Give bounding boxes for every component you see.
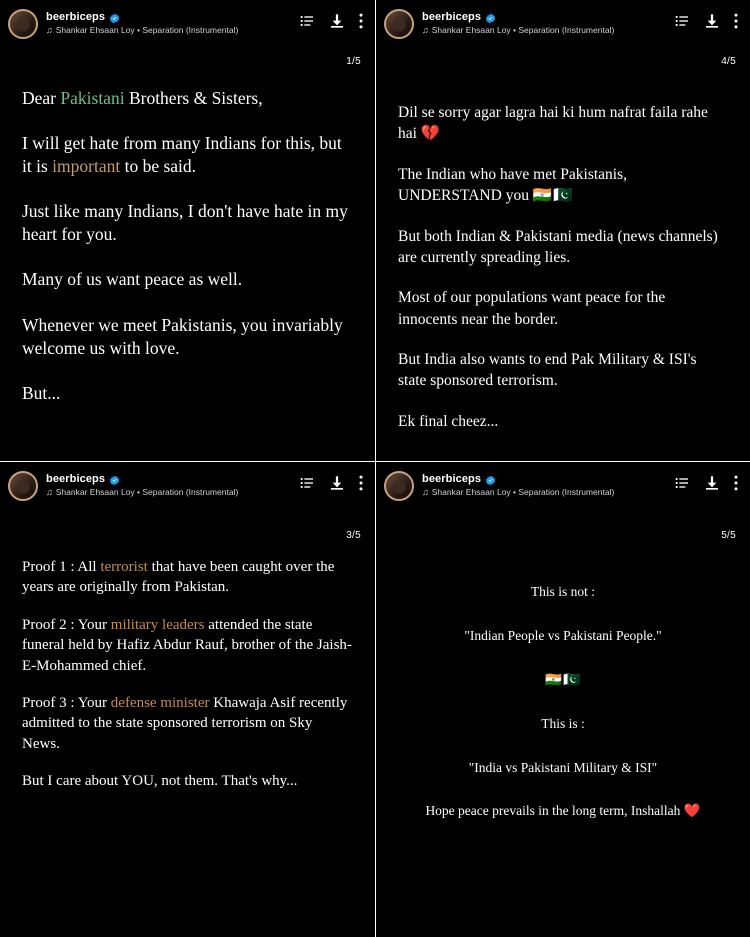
text-segment: I will get hate from many Indians for this, but it is <box>22 133 342 177</box>
playlist-icon[interactable] <box>299 475 315 496</box>
text-segment: attended the state funeral held by Hafiz Abdur Rauf, brother of the Jaish-E-Mohammed chief. <box>22 616 352 674</box>
story-panel-4 <box>375 461 750 937</box>
header-actions <box>674 13 742 34</box>
slide-body-4 <box>376 47 750 432</box>
verified-badge-icon <box>109 474 120 485</box>
account-info <box>422 474 674 497</box>
music-note-icon: ♫ <box>46 25 53 35</box>
header-actions <box>299 475 367 496</box>
slide-line-highlight: "India vs Pakistani Military & ISI" <box>468 759 658 775</box>
slide-line <box>398 102 728 145</box>
music-note-icon: ♫ <box>422 487 429 497</box>
broken-heart-emoji: 💔 <box>420 125 441 143</box>
header-actions <box>299 13 367 34</box>
slide-counter: 4/5 <box>721 56 736 67</box>
more-options-icon[interactable] <box>359 13 363 34</box>
slide-line: "Indian People vs Pakistani People." <box>464 627 662 643</box>
text-segment: to be said. <box>120 156 197 177</box>
slide-line-highlight: Most of our populations want peace for the innocents near the border. <box>398 289 666 328</box>
slide-line: Just like many Indians, I don't have hate in my heart for you. <box>22 201 348 245</box>
slide-line: Ek final cheez... <box>398 412 499 430</box>
music-row <box>422 26 674 35</box>
slide-body-3 <box>0 509 375 792</box>
header-actions <box>674 475 742 496</box>
highlight-text: military leaders <box>110 616 205 633</box>
story-header <box>0 462 375 509</box>
slide-line: But... <box>22 382 61 403</box>
slide-line <box>398 164 728 207</box>
slide-line: Hope peace prevails in the long term, Inshallah ❤️ <box>425 803 701 819</box>
download-icon[interactable] <box>329 475 345 496</box>
story-header <box>376 0 750 47</box>
more-options-icon[interactable] <box>359 475 363 496</box>
slide-counter: 3/5 <box>346 530 361 541</box>
playlist-icon[interactable] <box>674 13 690 34</box>
story-header <box>0 0 375 47</box>
slide-line <box>22 693 353 754</box>
flags-emoji: 🇮🇳🇵🇰 <box>545 671 581 687</box>
music-row <box>422 488 674 497</box>
music-title: Shankar Ehsaan Loy • Separation (Instrumental) <box>55 488 239 497</box>
slide-line <box>22 132 353 178</box>
slide-body-1 <box>0 47 375 405</box>
slide-line: Many of us want peace as well. <box>22 269 243 290</box>
highlight-text: important <box>52 156 121 177</box>
slide-line: But India also wants to end Pak Military & ISI's state sponsored terrorism. <box>398 351 697 390</box>
music-row <box>46 488 299 497</box>
download-icon[interactable] <box>329 13 345 34</box>
slide-line <box>22 615 353 676</box>
account-username[interactable]: beerbiceps <box>422 473 482 485</box>
account-username[interactable]: beerbiceps <box>46 11 106 23</box>
flags-emoji: 🇮🇳🇵🇰 <box>532 187 574 205</box>
verified-badge-icon <box>485 12 496 23</box>
more-options-icon[interactable] <box>734 13 738 34</box>
story-header <box>376 462 750 509</box>
slide-body-5 <box>376 509 750 821</box>
music-title: Shankar Ehsaan Loy • Separation (Instrumental) <box>55 26 239 35</box>
music-title: Shankar Ehsaan Loy • Separation (Instrumental) <box>431 26 615 35</box>
avatar[interactable] <box>384 9 414 39</box>
story-panel-3 <box>0 461 375 937</box>
story-panel-2 <box>375 0 750 461</box>
text-segment: Khawaja Asif recently admitted to the state sponsored terrorism on Sky News. <box>22 694 348 752</box>
playlist-icon[interactable] <box>299 13 315 34</box>
highlight-text: Pakistani <box>60 88 125 108</box>
slide-counter: 5/5 <box>721 530 736 541</box>
account-info <box>422 12 674 35</box>
playlist-icon[interactable] <box>674 475 690 496</box>
avatar[interactable] <box>8 9 38 39</box>
text-segment: Proof 3 : Your <box>22 694 111 711</box>
music-note-icon: ♫ <box>422 25 429 35</box>
account-name-row <box>422 12 674 23</box>
download-icon[interactable] <box>704 13 720 34</box>
text-segment: Proof 1 : All <box>22 559 101 575</box>
slide-line <box>22 87 353 110</box>
avatar[interactable] <box>384 471 414 501</box>
download-icon[interactable] <box>704 475 720 496</box>
highlight-text: defense minister <box>110 694 210 711</box>
verified-badge-icon <box>109 12 120 23</box>
slide-line <box>22 557 353 598</box>
slide-line: But both Indian & Pakistani media (news channels) are currently spreading lies. <box>398 227 718 266</box>
account-name-row <box>422 474 674 485</box>
more-options-icon[interactable] <box>734 475 738 496</box>
text-segment: The Indian who have met Pakistanis, UNDERSTAND you <box>398 165 628 205</box>
account-info <box>46 474 299 497</box>
slide-line: Whenever we meet Pakistanis, you invariably welcome us with love. <box>22 314 343 358</box>
account-info <box>46 12 299 35</box>
text-segment: Proof 2 : Your <box>22 616 111 633</box>
slide-line: This is not : <box>530 584 596 599</box>
slide-line: But I care about YOU, not them. That's why... <box>22 773 298 790</box>
account-name-row <box>46 12 299 23</box>
highlight-text: terrorist <box>100 559 148 575</box>
text-segment: that have been caught over the years are originally from Pakistan. <box>22 559 335 596</box>
avatar[interactable] <box>8 471 38 501</box>
music-title: Shankar Ehsaan Loy • Separation (Instrumental) <box>431 488 615 497</box>
text-segment: Dil se sorry agar lagra hai ki hum nafrat faila rahe hai <box>398 104 708 143</box>
music-note-icon: ♫ <box>46 487 53 497</box>
slide-line: This is : <box>541 715 585 731</box>
text-segment: Dear <box>22 88 61 108</box>
story-panel-1 <box>0 0 375 461</box>
account-name-row <box>46 474 299 485</box>
music-row <box>46 26 299 35</box>
verified-badge-icon <box>485 474 496 485</box>
text-segment: Brothers & Sisters, <box>124 88 263 108</box>
slide-counter: 1/5 <box>346 56 361 67</box>
account-username[interactable]: beerbiceps <box>422 11 482 23</box>
account-username[interactable]: beerbiceps <box>46 473 106 485</box>
